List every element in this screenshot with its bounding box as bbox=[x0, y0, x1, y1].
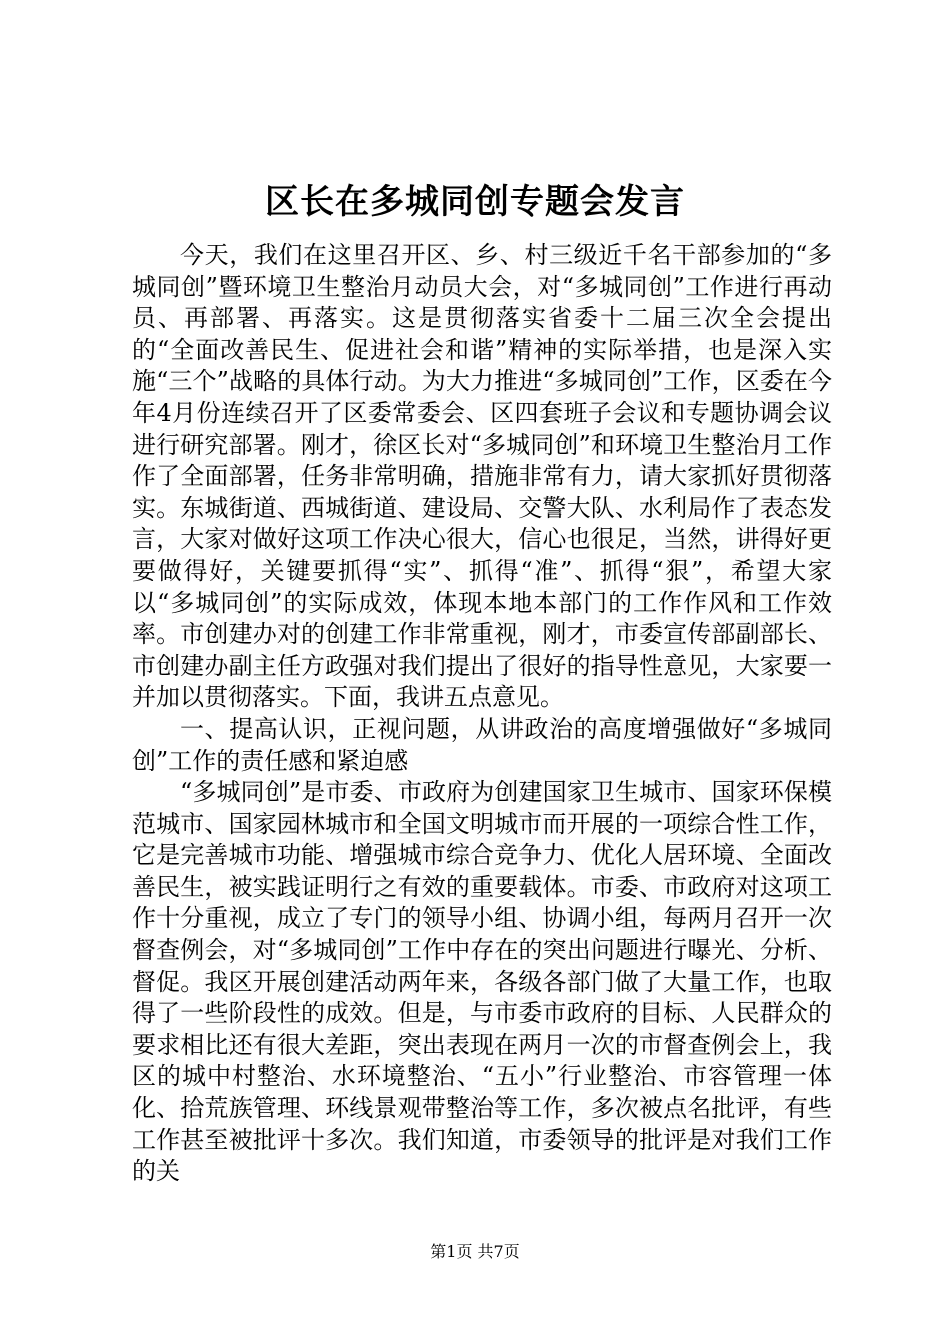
paragraph-intro: 今天，我们在这里召开区、乡、村三级近千名干部参加的“多城同创”暨环境卫生整治月动员大会，对“多城同创”工作进行再动员、再部署、再落实。这是贯彻落实省委十二届三次全会提出的“全面改善民生、促进社会和谐”精神的实际举措，也是深入实施“三个”战略的具体行动。为大力推进“多城同创”工作，区委在今年4月份连续召开了区委常委会、区四套班子会议和专题协调会议进行研究部署。刚才，徐区长对“多城同创”和环境卫生整治月工作作了全面部署，任务非常明确，措施非常有力，请大家抓好贯彻落实。东城街道、西城街道、建设局、交警大队、水利局作了表态发言，大家对做好这项工作决心很大，信心也很足，当然，讲得好更要做得好，关键要抓得“实”、抓得“准”、抓得“狠”，希望大家以“多城同创”的实际成效，体现本地本部门的工作作风和工作效率。市创建办对的创建工作非常重视，刚才，市委宣传部副部长、市创建办副主任方政强对我们提出了很好的指导性意见，大家要一并加以贯彻落实。下面，我讲五点意见。 bbox=[132, 241, 832, 712]
page-number-footer: 第1页 共7页 bbox=[430, 1242, 520, 1261]
paragraph-section-body: “多城同创”是市委、市政府为创建国家卫生城市、国家环保模范城市、国家园林城市和全国文明城市而开展的一项综合性工作，它是完善城市功能、增强城市综合竞争力、优化人居环境、全面改善民生，被实践证明行之有效的重要载体。市委、市政府对这项工作十分重视，成立了专门的领导小组、协调小组，每两月召开一次督查例会，对“多城同创”工作中存在的突出问题进行曝光、分析、督促。我区开展创建活动两年来，各级各部门做了大量工作，也取得了一些阶段性的成效。但是，与市委市政府的目标、人民群众的要求相比还有很大差距，突出表现在两月一次的市督查例会上，我区的城中村整治、水环境整治、“五小”行业整治、市容管理一体化、拾荒族管理、环线景观带整治等工作，多次被点名批评，有些工作甚至被批评十多次。我们知道，市委领导的批评是对我们工作的关 bbox=[132, 778, 832, 1186]
document-title: 区长在多城同创专题会发言 bbox=[265, 182, 685, 222]
paragraph-section-heading: 一、提高认识，正视问题，从讲政治的高度增强做好“多城同创”工作的责任感和紧迫感 bbox=[132, 714, 832, 775]
document-body bbox=[132, 240, 832, 1188]
